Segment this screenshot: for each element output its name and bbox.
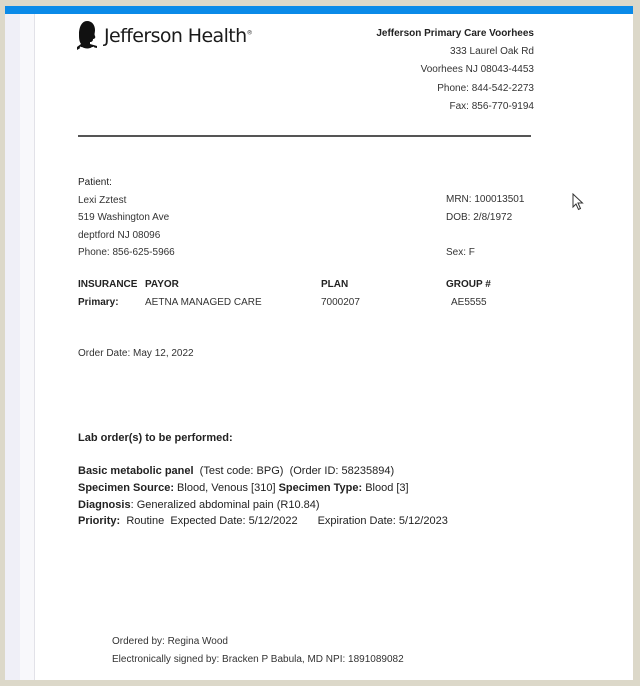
jefferson-health-logo	[76, 20, 252, 52]
test-name: Basic metabolic panel	[78, 465, 194, 477]
insurance-header-group: GROUP #	[446, 279, 491, 290]
signature-block	[112, 633, 404, 668]
test-code: (Test code: BPG)	[199, 465, 284, 477]
patient-sex: Sex: F	[446, 246, 475, 258]
specimen-type-label: Specimen Type:	[278, 481, 363, 494]
insurance-row-group: AE5555	[451, 297, 487, 308]
jefferson-silhouette-icon	[76, 20, 98, 52]
patient-address-line1: 519 Washington Ave	[78, 212, 170, 223]
lab-order-diagnosis-line	[78, 497, 448, 514]
ordered-by: Ordered by: Regina Wood	[112, 636, 228, 647]
viewer-top-bar	[5, 6, 633, 14]
viewer-page-margin	[20, 14, 35, 680]
patient-address-line2: deptford NJ 08096	[78, 229, 161, 241]
patient-identifiers	[446, 191, 524, 261]
insurance-header-insurance: INSURANCE	[78, 279, 138, 290]
patient-label: Patient:	[78, 177, 112, 188]
patient-phone: Phone: 856-625-5966	[78, 247, 175, 258]
insurance-header-payor: PAYOR	[145, 279, 179, 290]
lab-order-test-line	[78, 463, 448, 480]
expected-date: Expected Date: 5/12/2022	[170, 515, 298, 528]
specimen-source-label: Specimen Source:	[78, 481, 174, 494]
lab-orders-title: Lab order(s) to be performed:	[78, 432, 233, 444]
diagnosis: : Generalized abdominal pain (R10.84)	[130, 498, 320, 511]
clinic-info	[376, 25, 534, 116]
lab-order-item	[78, 463, 448, 530]
header-divider	[78, 135, 531, 137]
viewer-left-gutter	[5, 14, 20, 680]
electronically-signed-by: Electronically signed by: Bracken P Babula, MD NPI: 1891089082	[112, 653, 404, 665]
insurance-header-plan: PLAN	[321, 279, 349, 290]
logo-text: Jefferson Health	[104, 25, 247, 47]
lab-order-specimen-line	[78, 480, 448, 497]
lab-order-page	[36, 14, 633, 680]
order-id: (Order ID: 58235894)	[289, 465, 395, 477]
lab-order-priority-line	[78, 513, 448, 530]
specimen-source: Blood, Venous [310]	[177, 481, 276, 494]
logo-wordmark	[104, 25, 252, 47]
patient-name: Lexi Zztest	[78, 194, 127, 206]
specimen-type: Blood [3]	[365, 481, 409, 494]
patient-info	[78, 174, 175, 262]
insurance-row-type: Primary:	[78, 297, 119, 308]
clinic-address-line1: 333 Laurel Oak Rd	[450, 46, 534, 58]
document-viewer	[5, 6, 633, 680]
order-date: Order Date: May 12, 2022	[78, 348, 194, 359]
priority-label: Priority:	[78, 515, 121, 528]
clinic-name: Jefferson Primary Care Voorhees	[376, 28, 534, 39]
diagnosis-label: Diagnosis	[78, 498, 131, 511]
clinic-fax: Fax: 856-770-9194	[449, 100, 534, 112]
clinic-address-line2: Voorhees NJ 08043-4453	[420, 64, 534, 76]
insurance-row-plan: 7000207	[321, 297, 360, 308]
patient-mrn: MRN: 100013501	[446, 194, 525, 205]
expiration-date: Expiration Date: 5/12/2023	[317, 515, 448, 528]
priority: Routine	[126, 515, 165, 528]
logo-registered-mark: ®	[246, 29, 252, 37]
insurance-row-payor: AETNA MANAGED CARE	[145, 297, 262, 308]
clinic-phone: Phone: 844-542-2273	[437, 82, 534, 94]
mouse-cursor-icon	[572, 193, 584, 211]
patient-dob: DOB: 2/8/1972	[446, 211, 513, 223]
